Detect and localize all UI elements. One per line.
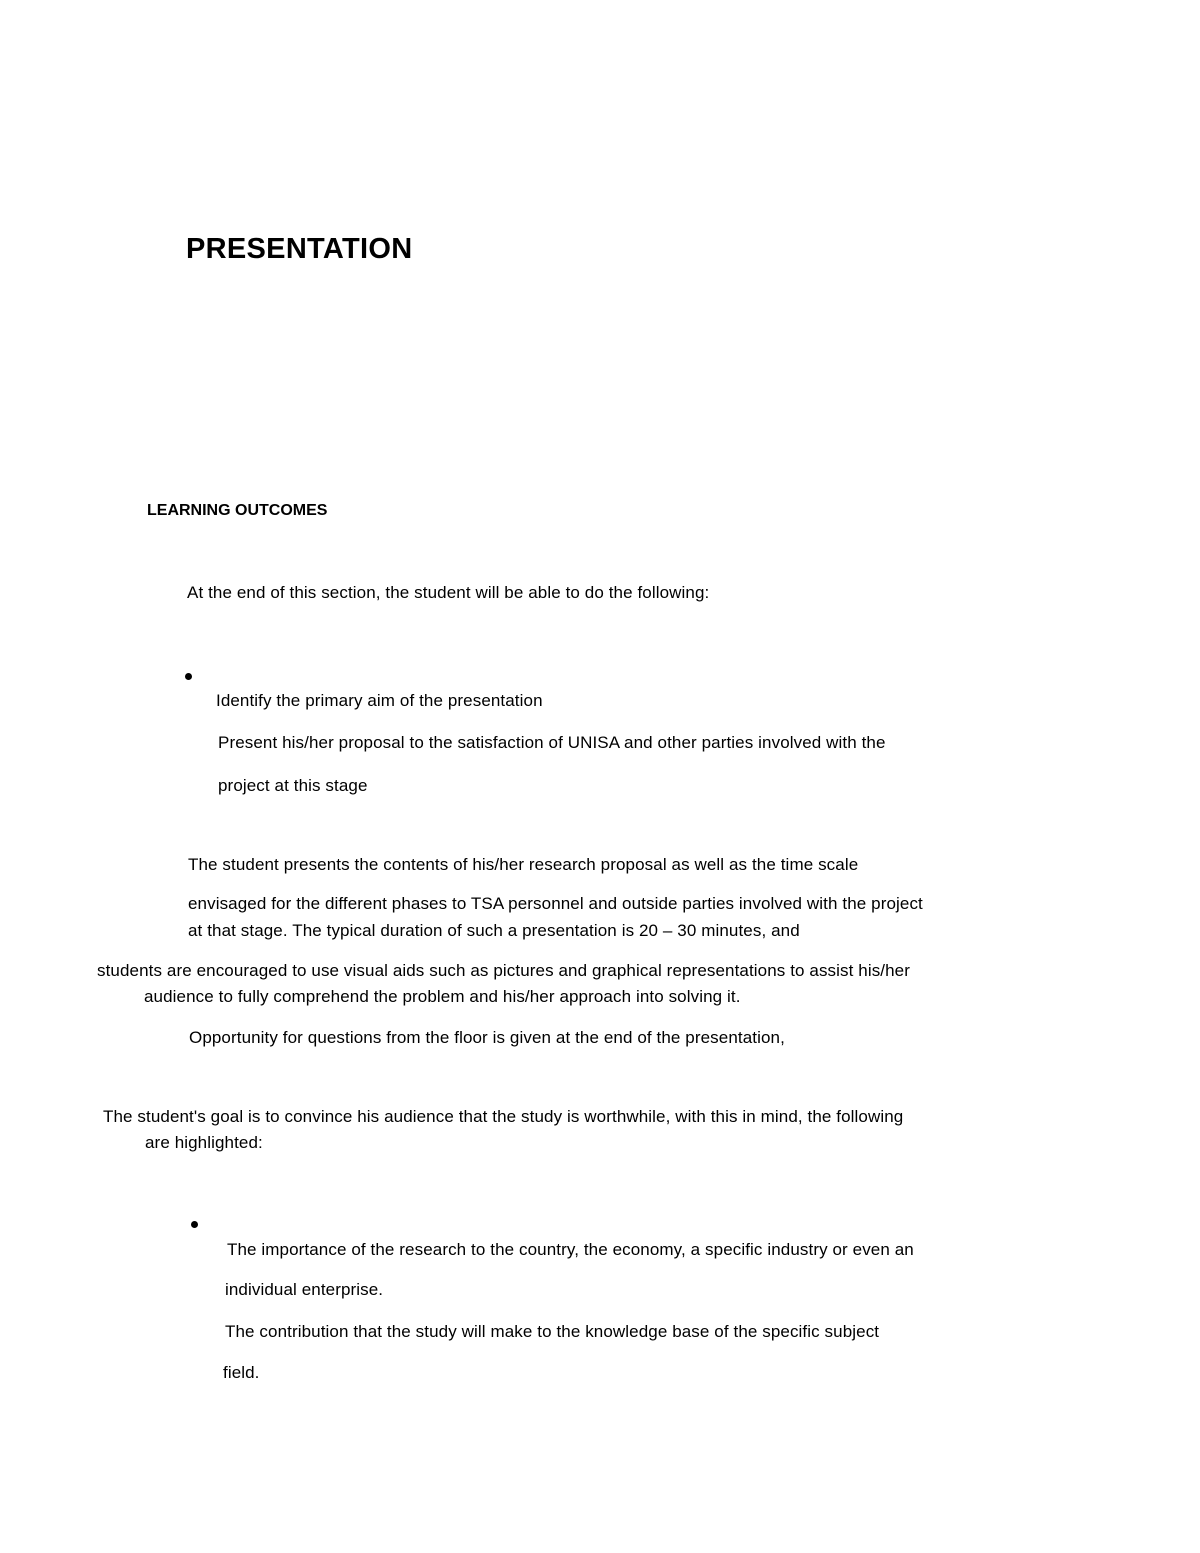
outcome-item: Identify the primary aim of the presentation bbox=[216, 691, 543, 710]
outcome-item: Present his/her proposal to the satisfaction of UNISA and other parties involved with the bbox=[218, 733, 886, 752]
paragraph-line: audience to fully comprehend the problem and his/her approach into solving it. bbox=[144, 987, 741, 1006]
paragraph-line: Opportunity for questions from the floor is given at the end of the presentation, bbox=[189, 1028, 785, 1047]
bullet-icon bbox=[185, 673, 192, 680]
paragraph-line: envisaged for the different phases to TSA personnel and outside parties involved with the project bbox=[188, 894, 923, 913]
paragraph-line: at that stage. The typical duration of such a presentation is 20 – 30 minutes, and bbox=[188, 921, 800, 940]
intro-text: At the end of this section, the student will be able to do the following: bbox=[187, 583, 710, 602]
highlight-item: The contribution that the study will make to the knowledge base of the specific subject bbox=[225, 1322, 880, 1341]
outcome-item: project at this stage bbox=[218, 776, 368, 795]
highlight-item: field. bbox=[223, 1363, 260, 1382]
learning-outcomes-heading: LEARNING OUTCOMES bbox=[147, 502, 328, 519]
paragraph-line: are highlighted: bbox=[145, 1133, 263, 1152]
page-title: PRESENTATION bbox=[186, 233, 413, 265]
highlight-item: individual enterprise. bbox=[225, 1280, 384, 1299]
paragraph-line: students are encouraged to use visual aids such as pictures and graphical representations to assist his/her bbox=[97, 961, 910, 980]
paragraph-line: The student presents the contents of his/her research proposal as well as the time scale bbox=[188, 855, 859, 874]
highlight-item: The importance of the research to the country, the economy, a specific industry or even an bbox=[227, 1240, 914, 1259]
bullet-icon bbox=[191, 1221, 198, 1228]
paragraph-line: The student's goal is to convince his audience that the study is worthwhile, with this in mind, the following bbox=[103, 1107, 904, 1126]
